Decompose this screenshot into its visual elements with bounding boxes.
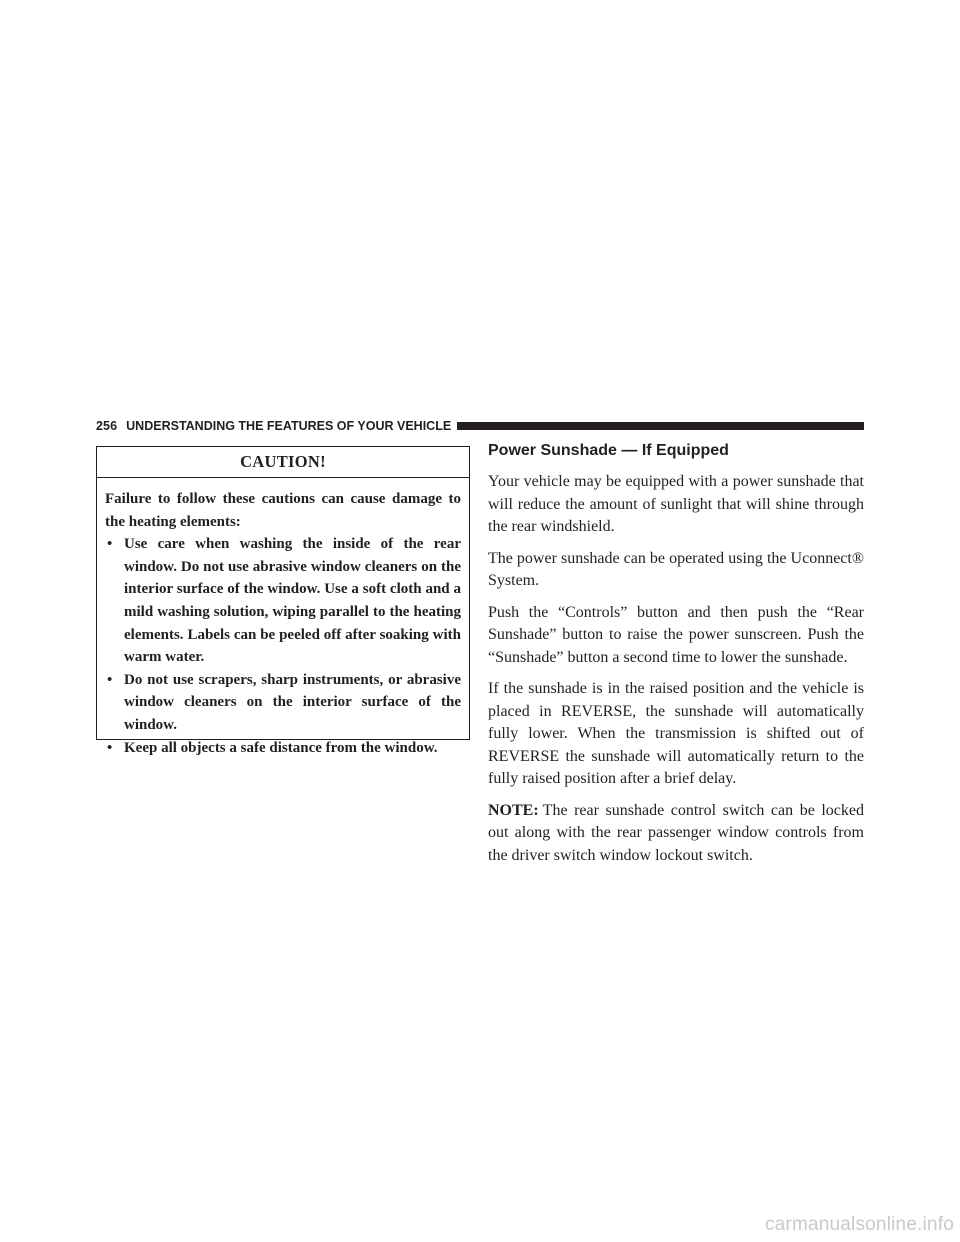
caution-item-text: Use care when washing the inside of the rear window. Do not use abrasive window cleaners on the interior surface of the window. Use a soft cloth and a mild washing solution, wiping parallel to the heating elements. Labels can be peeled off after soaking with warm water.	[124, 536, 461, 666]
body-paragraph: The power sunshade can be operated using the Uconnect® System.	[488, 549, 864, 589]
body-paragraph: Push the “Controls” button and then push the “Rear Sunshade” button to raise the power sunscreen. Push the “Sunshade” button a second time to lower the sunshade.	[488, 603, 864, 666]
header-rule	[457, 422, 864, 430]
caution-body	[97, 478, 469, 759]
note-text: The rear sunshade control switch can be locked out along with the rear passenger window controls from the driver switch window lockout switch.	[488, 801, 864, 864]
section-heading: Power Sunshade — If Equipped	[488, 442, 729, 459]
caution-box	[96, 446, 470, 756]
caution-item-text: Do not use scrapers, sharp instruments, or abrasive window cleaners on the interior surface of the window.	[124, 671, 461, 733]
caution-item	[105, 737, 461, 760]
watermark: carmanualsonline.info	[764, 1214, 954, 1235]
caution-intro: Failure to follow these cautions can cause damage to the heating elements:	[105, 491, 461, 530]
caution-item	[105, 669, 461, 737]
page-number: 256	[96, 419, 118, 433]
note-paragraph	[488, 800, 864, 868]
body-paragraph: Your vehicle may be equipped with a power sunshade that will reduce the amount of sunlight that will shine through the rear windshield.	[488, 473, 864, 535]
bullet-icon: •	[107, 536, 113, 553]
body-paragraph: If the sunshade is in the raised position and the vehicle is placed in REVERSE, the sunshade will automatically fully lower. When the transmission is shifted out of REVERSE the sunshade will automatically return to the fully raised position after a brief delay.	[488, 680, 864, 787]
note-label: NOTE:	[488, 801, 539, 819]
page-header	[96, 417, 864, 435]
chapter-title: UNDERSTANDING THE FEATURES OF YOUR VEHICLE	[126, 419, 452, 433]
caution-list	[105, 533, 461, 759]
caution-item	[105, 533, 461, 669]
caution-item-text: Keep all objects a safe distance from the window.	[124, 739, 438, 756]
caution-title: CAUTION!	[97, 447, 469, 478]
bullet-icon: •	[107, 671, 113, 688]
bullet-icon: •	[107, 739, 113, 756]
sunshade-section	[488, 440, 864, 876]
